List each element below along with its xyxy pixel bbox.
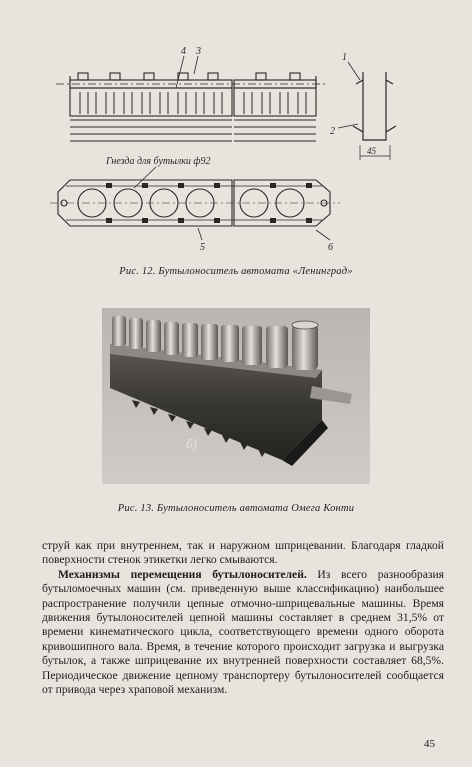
- figure-12-drawing: [48, 40, 428, 255]
- figure-13-caption: Рис. 13. Бутылоноситель автомата Омега Конти: [117, 503, 355, 514]
- paragraph-2-text: Из всего разнообразия бутыломоечных машин (см. приведенную выше классификацию) наибольшее распространение получили цепные отмочно-шприцевальные машины. Время движения бутылоносителей цепной машины составляет в среднем 31,5% от времени кинематического цикла, соответствующего времени одного оборота кривошипного вала. Время, в течение которого происходит загрузка и выгрузка бутылок, а также шприцевание их внутренней поверхности составляет 68,5%. Периодическое движение цепному транспортеру бутылоносителей сообщается от привода через храповой механизм.: [42, 567, 444, 697]
- label-3: 3: [196, 46, 201, 57]
- dimension-45: 45: [367, 146, 376, 156]
- paragraph-1: струй как при внутреннем, так и наружном шприцевании. Благодаря гладкой поверхности стенок этикетки легко смываются.: [42, 539, 444, 567]
- label-6: 6: [328, 242, 333, 253]
- socket-annotation: Гнезда для бутылки ф92: [106, 156, 211, 167]
- photo-label: б): [186, 436, 197, 451]
- figure-13-photo: [102, 308, 370, 484]
- figure-12-caption: Рис. 12. Бутылоноситель автомата «Ленинград»: [119, 266, 353, 277]
- label-4: 4: [181, 46, 186, 57]
- label-1: 1: [342, 52, 347, 63]
- body-text: [42, 539, 444, 697]
- label-5: 5: [200, 242, 205, 253]
- label-2: 2: [330, 126, 335, 137]
- section-heading: Механизмы перемещения бутылоносителей.: [58, 567, 307, 581]
- paragraph-2: [42, 568, 444, 698]
- page-number: 45: [424, 738, 435, 750]
